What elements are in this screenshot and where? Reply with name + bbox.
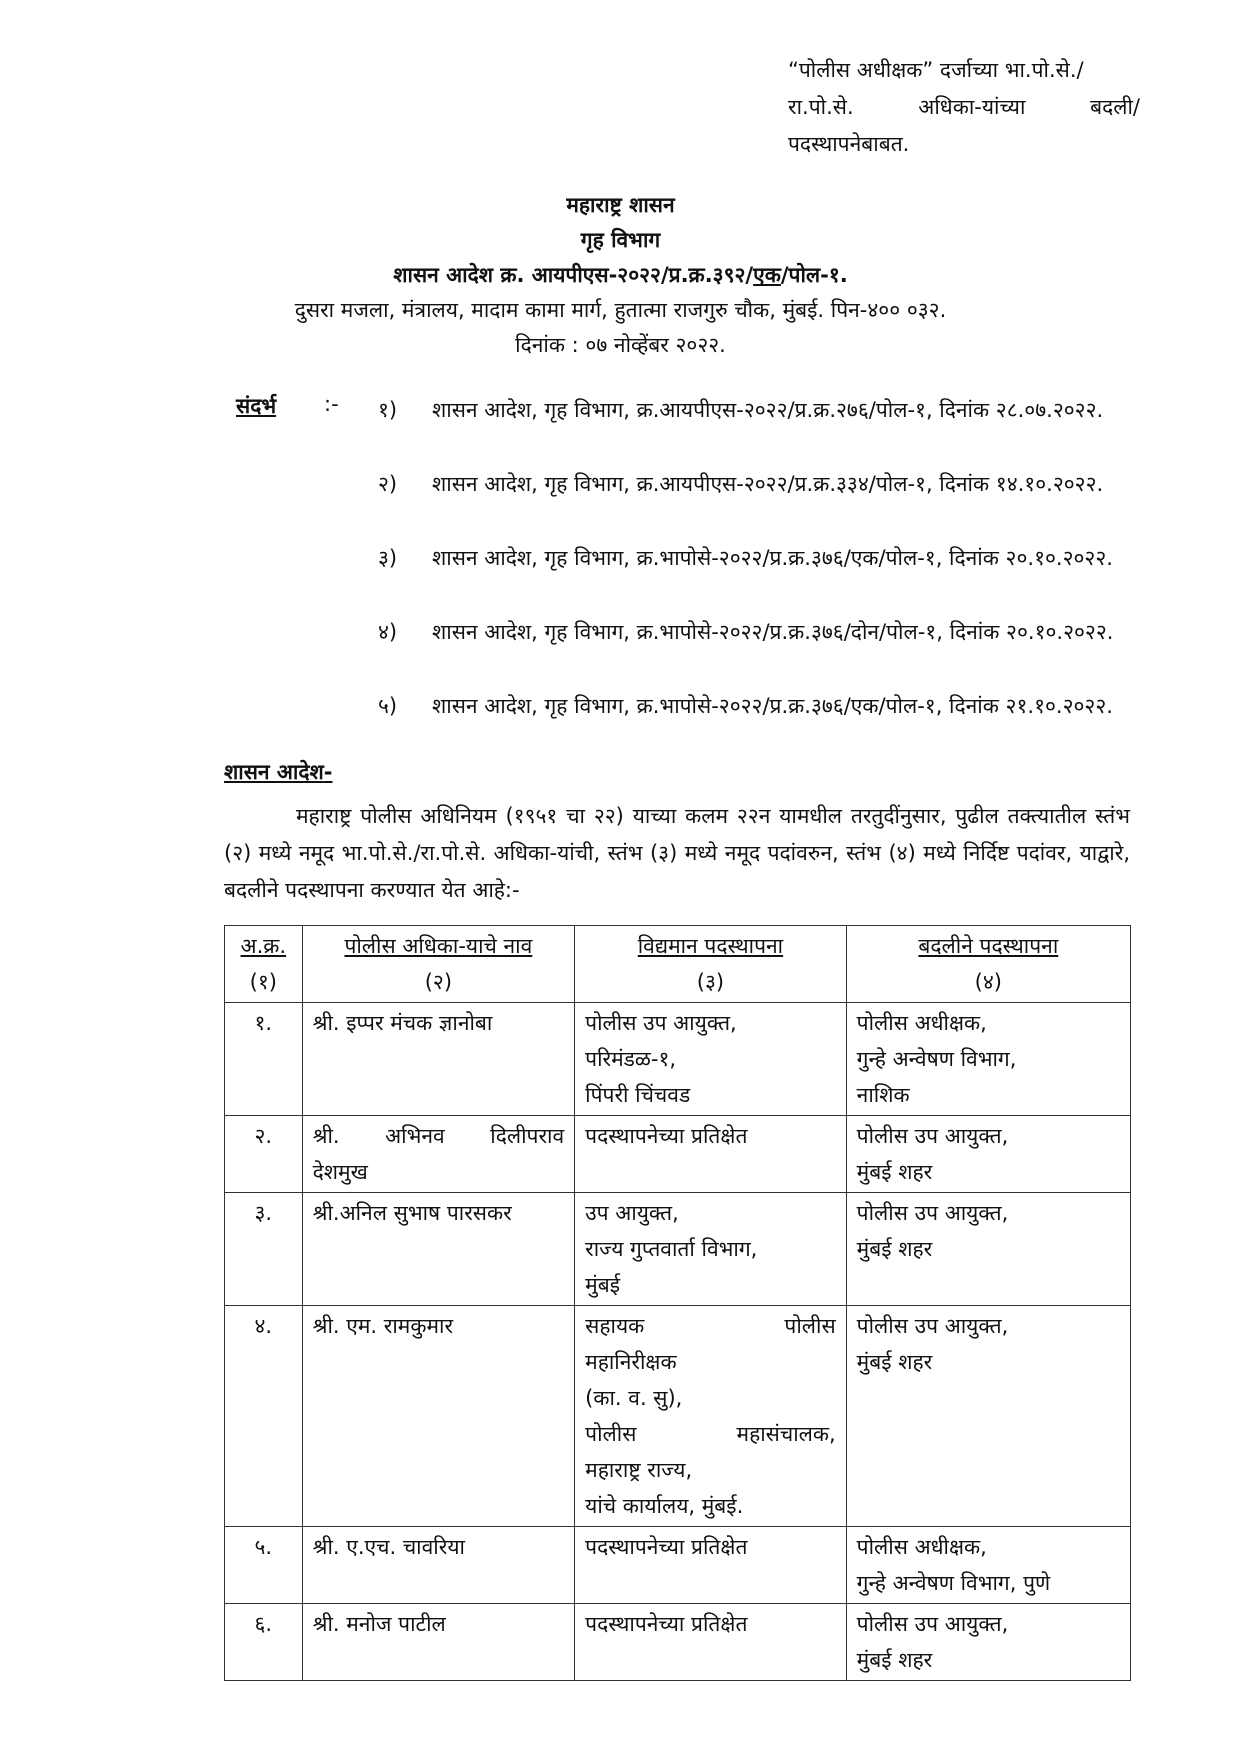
office-address: दुसरा मजला, मंत्रालय, मादाम कामा मार्ग, हुतात्मा राजगुरु चौक, मुंबई. पिन-४०० ०३२. <box>294 298 947 322</box>
subject-line-2: रा.पो.से. अधिका-यांच्या बदली/ <box>788 95 1140 119</box>
table-row: १. श्री. इप्पर मंचक ज्ञानोबा पोलीस उप आयुक्त, परिमंडळ-१, पिंपरी चिंचवड पोलीस अधीक्षक, गुन्हे अन्वेषण विभाग, नाशिक <box>225 1003 1131 1116</box>
transfer-table <box>224 925 1131 1681</box>
order-body: महाराष्ट्र पोलीस अधिनियम (१९५१ चा २२) याच्या कलम २२न यामधील तरतुदींनुसार, पुढील तक्त्यातील स्तंभ (२) मध्ये नमूद भा.पो.से./रा.पो.से. अधिका-यांची, स्तंभ (३) मध्ये नमूद पदांवरुन, स्तंभ (४) मध्ये निर्दिष्ट पदांवर, याद्वारे, बदलीने पदस्थापना करण्यात येत आहे:- <box>224 804 1130 902</box>
references-label: संदर्भ <box>236 394 277 418</box>
reference-item: ३) शासन आदेश, गृह विभाग, क्र.भापोसे-२०२२/प्र.क्र.३७६/एक/पोल-१, दिनांक २०.१०.२०२२. <box>378 546 1113 570</box>
order-date: दिनांक : ०७ नोव्हेंबर २०२२. <box>515 333 726 357</box>
table-row: २. श्री. अभिनव दिलीपराव देशमुख पदस्थापनेच्या प्रतिक्षेत पोलीस उप आयुक्त, मुंबई शहर <box>225 1116 1131 1193</box>
reference-item: २) शासन आदेश, गृह विभाग, क्र.आयपीएस-२०२२/प्र.क्र.३३४/पोल-१, दिनांक १४.१०.२०२२. <box>378 472 1104 496</box>
reference-item: ४) शासन आदेश, गृह विभाग, क्र.भापोसे-२०२२/प्र.क्र.३७६/दोन/पोल-१, दिनांक २०.१०.२०२२. <box>378 620 1114 644</box>
subject-line-1: “पोलीस अधीक्षक” दर्जाच्या भा.पो.से./ <box>788 58 1084 82</box>
reference-item: १) शासन आदेश, गृह विभाग, क्र.आयपीएस-२०२२/प्र.क्र.२७६/पोल-१, दिनांक २८.०७.२०२२. <box>378 398 1104 422</box>
table-row: ३. श्री.अनिल सुभाष पारसकर उप आयुक्त, राज्य गुप्तवार्ता विभाग, मुंबई पोलीस उप आयुक्त, मुंबई शहर <box>225 1193 1131 1306</box>
references-separator: :- <box>324 392 339 416</box>
table-row: ४. श्री. एम. रामकुमार सहायक पोलीस महानिरीक्षक (का. व. सु), पोलीस महासंचालक, महाराष्ट्र राज्य, यांचे कार्यालय, मुंबई. पोलीस उप आयुक्त, मुंबई शहर <box>225 1306 1131 1527</box>
document-header <box>0 188 1241 363</box>
header-new-posting: बदलीने पदस्थापना (४) <box>846 926 1130 1003</box>
govt-name: महाराष्ट्र शासन <box>566 193 675 217</box>
header-current-posting: विद्यमान पदस्थापना (३) <box>575 926 847 1003</box>
order-title: शासन आदेश- <box>224 760 333 784</box>
subject-line-3: पदस्थापनेबाबत. <box>788 132 910 156</box>
reference-item: ५) शासन आदेश, गृह विभाग, क्र.भापोसे-२०२२/प्र.क्र.३७६/एक/पोल-१, दिनांक २१.१०.२०२२. <box>378 694 1113 718</box>
table-row: ५. श्री. ए.एच. चावरिया पदस्थापनेच्या प्रतिक्षेत पोलीस अधीक्षक, गुन्हे अन्वेषण विभाग, पुणे <box>225 1527 1131 1604</box>
department-name: गृह विभाग <box>580 228 661 252</box>
header-sr: अ.क्र. (१) <box>225 926 303 1003</box>
subject-block <box>788 52 1140 163</box>
header-name: पोलीस अधिका-याचे नाव (२) <box>302 926 575 1003</box>
order-number: शासन आदेश क्र. आयपीएस-२०२२/प्र.क्र.३९२/एक/पोल-१. <box>393 263 848 287</box>
table-header-row <box>225 926 1131 1003</box>
table-row: ६. श्री. मनोज पाटील पदस्थापनेच्या प्रतिक्षेत पोलीस उप आयुक्त, मुंबई शहर <box>225 1604 1131 1681</box>
